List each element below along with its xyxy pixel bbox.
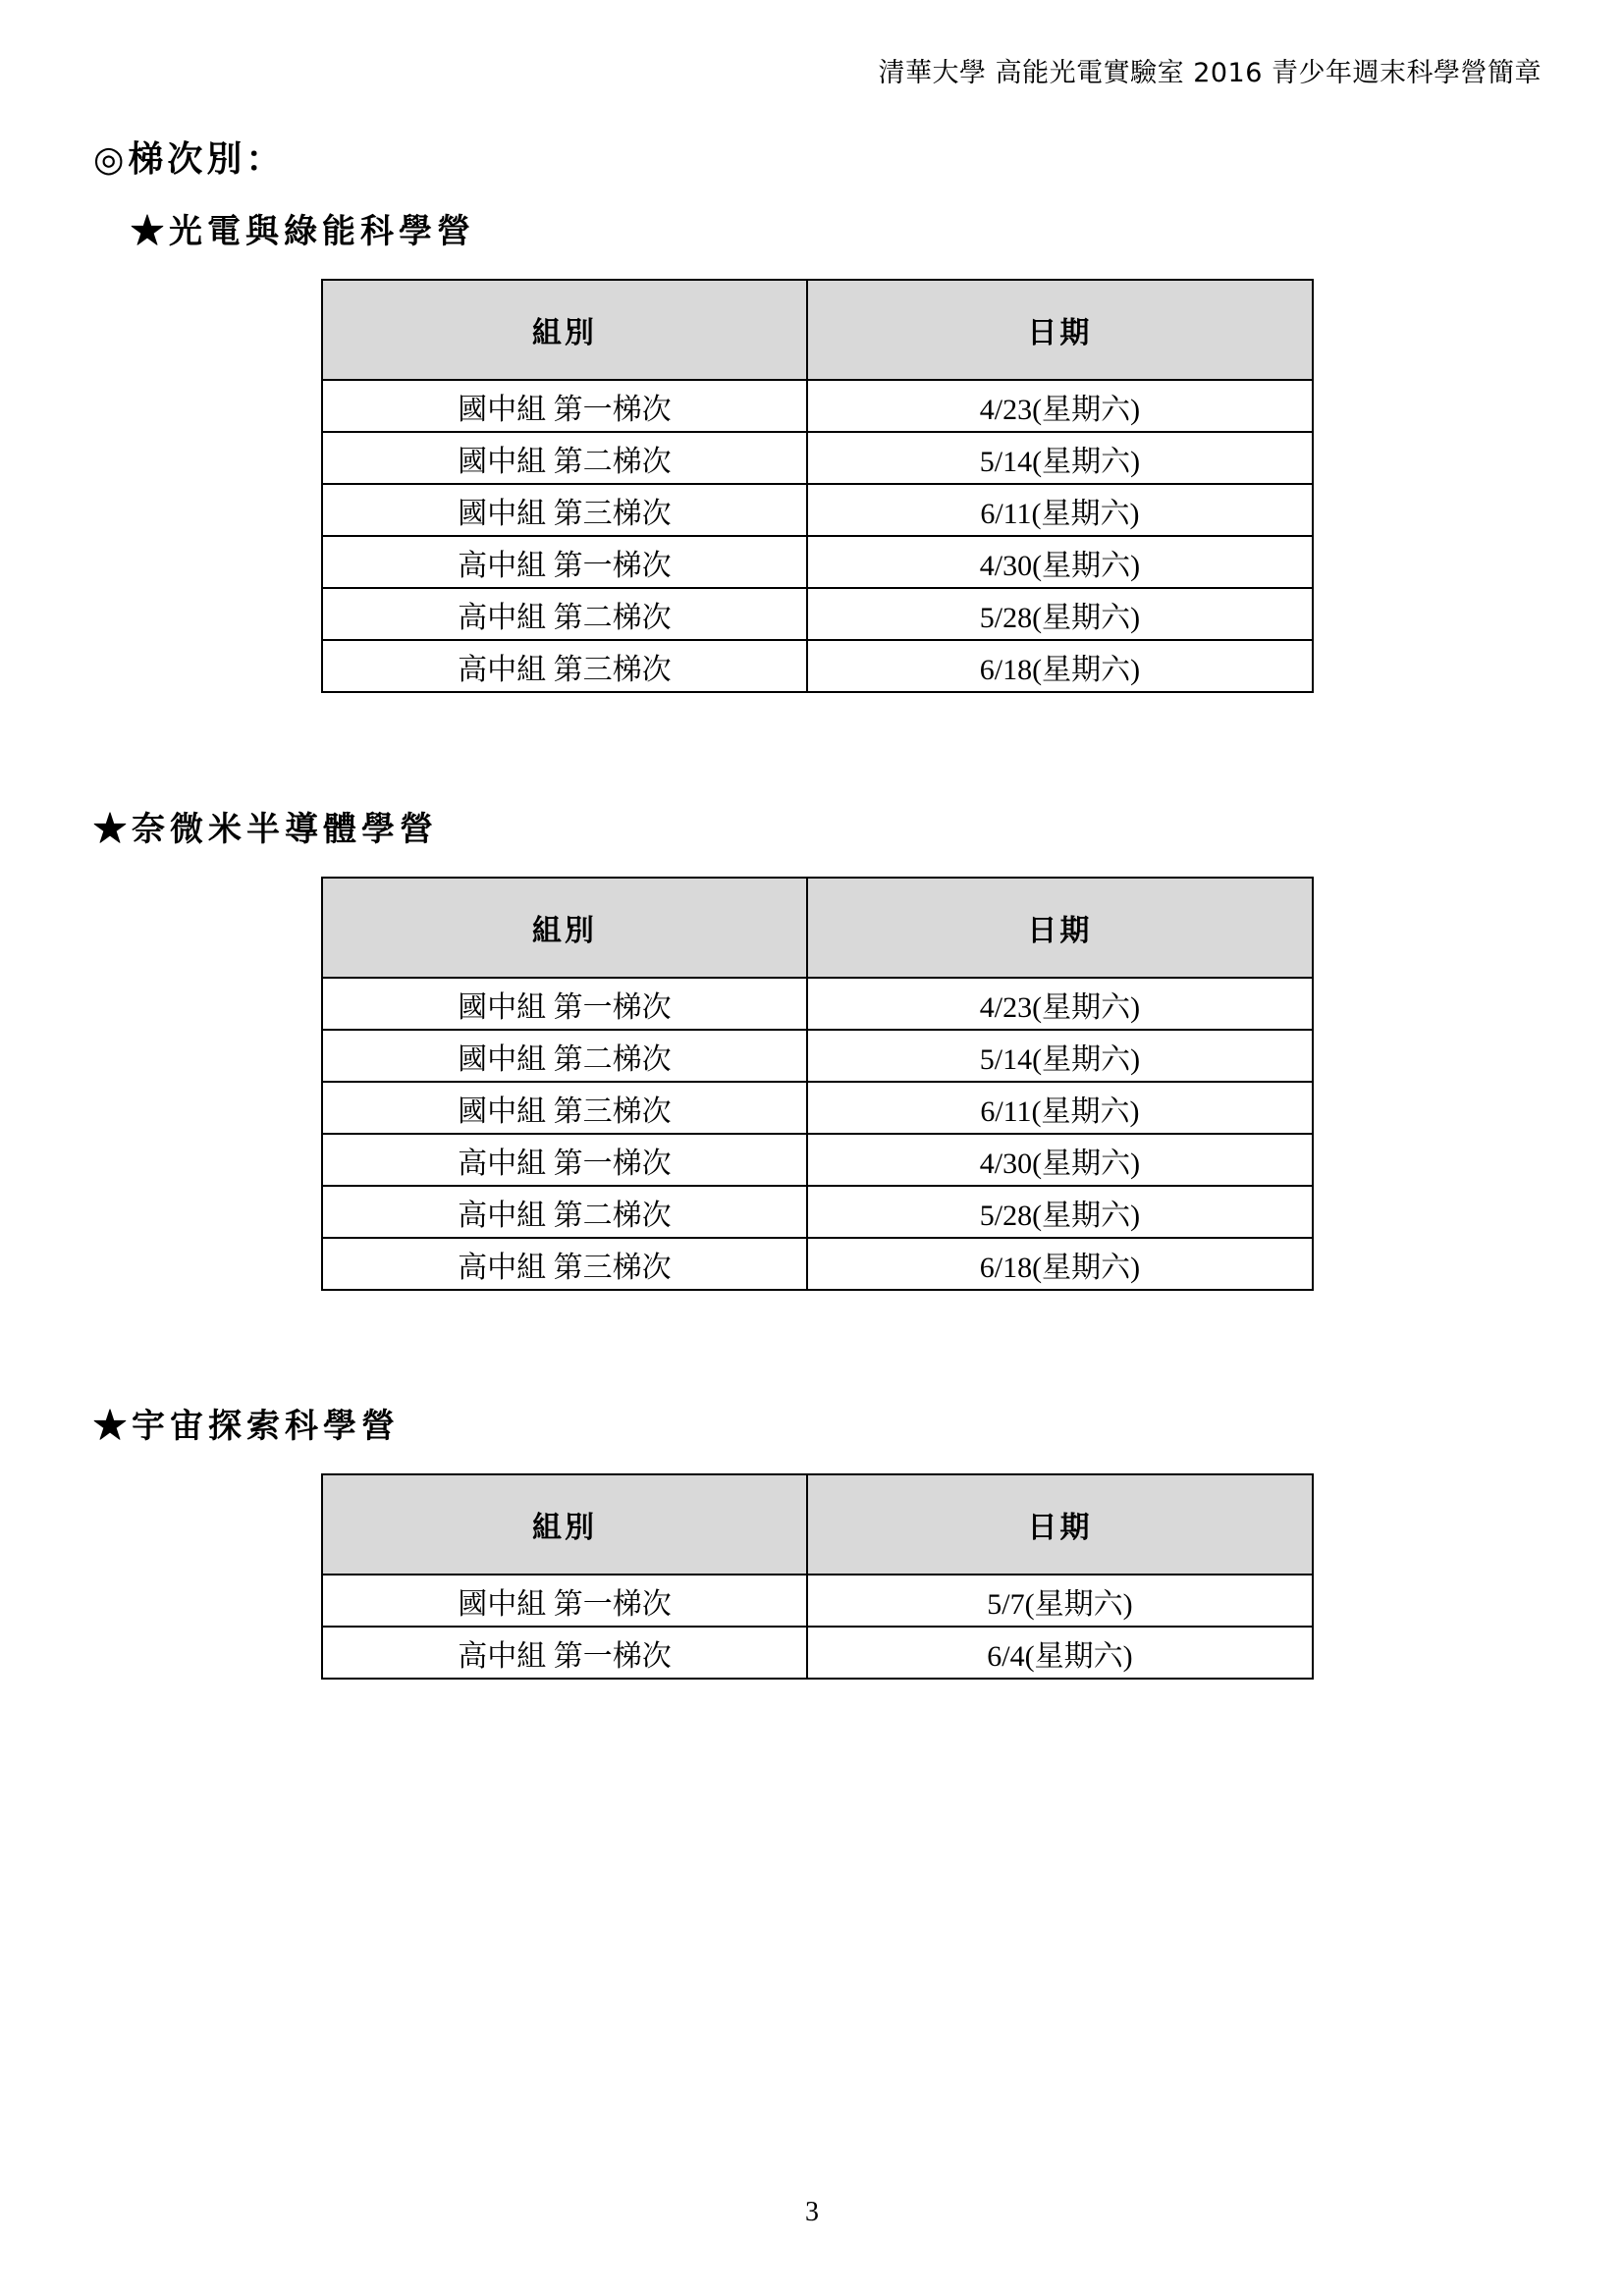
cell-date: 6/11(星期六) <box>807 484 1313 536</box>
cell-group: 國中組 第一梯次 <box>322 1575 807 1627</box>
table-row <box>322 640 1313 692</box>
cell-group: 國中組 第三梯次 <box>322 484 807 536</box>
table-header-row <box>322 878 1313 978</box>
camp-title-optoelectronics: ★光電與綠能科學營 <box>131 212 475 251</box>
cell-date: 6/18(星期六) <box>807 1238 1313 1290</box>
page-header: 清華大學 高能光電實驗室 2016 青少年週末科學營簡章 <box>878 58 1542 88</box>
cell-group: 國中組 第二梯次 <box>322 1030 807 1082</box>
column-header-group: 組別 <box>322 1474 807 1575</box>
cell-date: 6/11(星期六) <box>807 1082 1313 1134</box>
table-row <box>322 1186 1313 1238</box>
cell-date: 5/14(星期六) <box>807 432 1313 484</box>
table-row <box>322 1627 1313 1679</box>
cell-group: 高中組 第三梯次 <box>322 1238 807 1290</box>
cell-date: 5/28(星期六) <box>807 588 1313 640</box>
table-row <box>322 536 1313 588</box>
cell-group: 高中組 第二梯次 <box>322 1186 807 1238</box>
cell-date: 6/4(星期六) <box>807 1627 1313 1679</box>
cell-date: 5/14(星期六) <box>807 1030 1313 1082</box>
cell-group: 高中組 第二梯次 <box>322 588 807 640</box>
cell-group: 高中組 第一梯次 <box>322 1627 807 1679</box>
table-row <box>322 1030 1313 1082</box>
table-row <box>322 432 1313 484</box>
cell-group: 國中組 第三梯次 <box>322 1082 807 1134</box>
cell-group: 高中組 第一梯次 <box>322 1134 807 1186</box>
cell-date: 5/28(星期六) <box>807 1186 1313 1238</box>
cell-group: 高中組 第三梯次 <box>322 640 807 692</box>
table-row <box>322 484 1313 536</box>
table-header-row <box>322 1474 1313 1575</box>
column-header-date: 日期 <box>807 1474 1313 1575</box>
table-row <box>322 1082 1313 1134</box>
table-row <box>322 1575 1313 1627</box>
cell-date: 4/30(星期六) <box>807 536 1313 588</box>
column-header-group: 組別 <box>322 280 807 380</box>
cell-group: 國中組 第一梯次 <box>322 978 807 1030</box>
cell-date: 4/30(星期六) <box>807 1134 1313 1186</box>
schedule-table-optoelectronics <box>321 279 1314 693</box>
table-row <box>322 588 1313 640</box>
cell-group: 國中組 第一梯次 <box>322 380 807 432</box>
section-title: ◎梯次別： <box>93 138 286 180</box>
cell-date: 5/7(星期六) <box>807 1575 1313 1627</box>
column-header-group: 組別 <box>322 878 807 978</box>
column-header-date: 日期 <box>807 280 1313 380</box>
table-row <box>322 1134 1313 1186</box>
schedule-table-semiconductor <box>321 877 1314 1291</box>
cell-date: 6/18(星期六) <box>807 640 1313 692</box>
table-row <box>322 1238 1313 1290</box>
cell-group: 國中組 第二梯次 <box>322 432 807 484</box>
column-header-date: 日期 <box>807 878 1313 978</box>
cell-date: 4/23(星期六) <box>807 380 1313 432</box>
camp-title-semiconductor: ★奈微米半導體學營 <box>93 810 438 849</box>
table-row <box>322 978 1313 1030</box>
table-header-row <box>322 280 1313 380</box>
camp-title-universe: ★宇宙探索科學營 <box>93 1407 400 1446</box>
schedule-table-universe <box>321 1473 1314 1680</box>
cell-date: 4/23(星期六) <box>807 978 1313 1030</box>
table-row <box>322 380 1313 432</box>
cell-group: 高中組 第一梯次 <box>322 536 807 588</box>
page-number: 3 <box>805 2197 819 2227</box>
